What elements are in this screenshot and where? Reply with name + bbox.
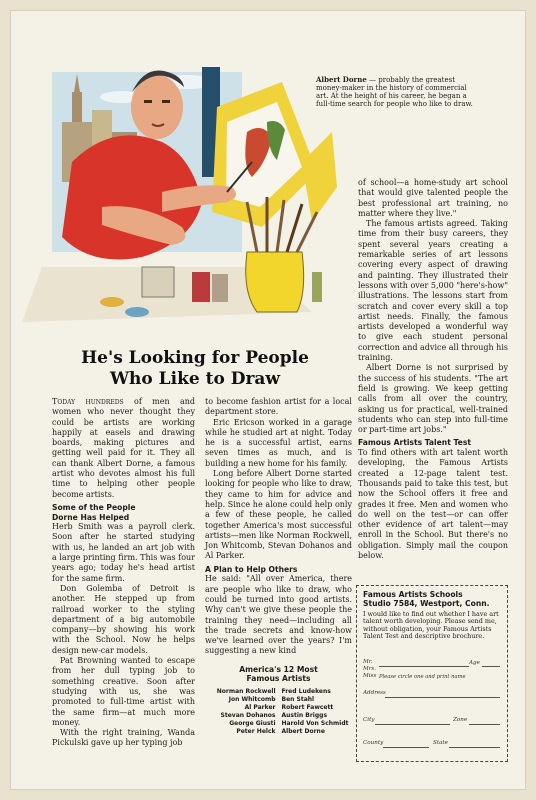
col2-subhead: A Plan to Help Others — [205, 564, 298, 574]
col3-paragraph-1: of school—a home-study art school that would give talented people the best professional art training, no matter where they live." — [358, 178, 508, 218]
col3-paragraph-4: To find others with art talent worth developing, the Famous Artists created a 12-page talent test. Thousands paid to take this test, but now the School offers it free and grades it free. Men and women who do well on the test—or can offer other evidence of art talent—may enroll in the School. But there's no obligation. Simply mail the coupon below. — [358, 448, 508, 560]
col3-paragraph-3: Albert Dorne is not surprised by the success of his students. "The art field is growing. We keep getting calls from all over the country, asking us for practical, well-trained students who can step into full-time or part-time art jobs." — [358, 363, 508, 435]
artists-list-title — [205, 665, 352, 683]
artist-name: Norman Rockwell — [216, 687, 276, 695]
artist-name: Robert Fawcett — [281, 703, 334, 711]
headline — [40, 348, 350, 390]
coupon-zone-field[interactable] — [469, 724, 500, 725]
coupon-county-label: County — [363, 740, 384, 746]
coupon-miss-label: Miss — [363, 673, 377, 679]
illustration-caption — [316, 76, 476, 108]
coupon-zone-label: Zone — [453, 717, 468, 723]
coupon-address-label: Address — [363, 690, 386, 696]
coupon-county-field[interactable] — [383, 747, 429, 748]
coupon-state-label: State — [433, 740, 448, 746]
col1-lead-in: Today hundreds — [52, 397, 124, 406]
artist-name: Ben Stahl — [281, 695, 315, 703]
coupon-title-line-2: Studio 7584, Westport, Conn. — [363, 599, 490, 608]
artist-name: Al Parker — [244, 703, 276, 711]
coupon-age-field[interactable] — [482, 666, 500, 667]
coupon-name-field[interactable] — [379, 666, 469, 667]
coupon-title — [357, 586, 507, 608]
caption-text: — probably the greatest money-maker in the history of commercial art. At the height of his career, he began a full-time search for people who like to draw. — [316, 76, 473, 108]
coupon-body: I would like to find out whether I have art talent worth developing. Please send me, without obligation, your Famous Artists Talent Test and descriptive brochure. — [363, 610, 499, 641]
coupon-city-field[interactable] — [375, 724, 450, 725]
coupon-address-field[interactable] — [385, 697, 500, 698]
artist-name: Fred Ludekens — [281, 687, 331, 695]
artist-name: Harold Von Schmidt — [281, 719, 349, 727]
coupon-title-line-1: Famous Artists Schools — [363, 590, 463, 599]
artists-list — [205, 688, 352, 736]
caption-name: Albert Dorne — [316, 75, 367, 84]
coupon-name-hint: Please circle one and print name — [379, 674, 466, 680]
coupon-state-field[interactable] — [449, 747, 500, 748]
coupon-mrs-label: Mrs. — [363, 666, 377, 672]
headline-line-1: He's Looking for People — [81, 348, 309, 368]
col1-subhead-2: Dorne Has Helped — [52, 512, 130, 522]
col1-subhead-1: Some of the People — [52, 502, 136, 512]
mail-coupon — [356, 585, 508, 762]
col2-paragraph-2: Eric Ericson worked in a garage while he studied art at night. Today he is a successful artist, earns seven times as much, and is building a new home for his family. — [205, 417, 352, 468]
artist-name: George Giusti — [229, 719, 276, 727]
col2-paragraph-4: He said: "All over America, there are people who like to draw, who could be turned into good artists. Why can't we give these people the training they need—including all the trade secrets and know-how we've learned over the years? I'm suggesting a new kind — [205, 574, 352, 656]
column-3 — [358, 178, 508, 561]
column-1 — [52, 397, 195, 749]
col2-paragraph-3: Long before Albert Dorne started looking for people who like to draw, they came to him for advice and help. Since he alone could help only a few of these people, he called together America's most successful artists—men like Norman Rockwell, Jon Whitcomb, Stevan Dohanos and Al Parker. — [205, 469, 352, 561]
coupon-city-label: City — [363, 717, 375, 723]
col1-paragraph-5: With the right training, Wanda Pickulski gave up her typing job — [52, 728, 195, 748]
column-2 — [205, 397, 352, 736]
coupon-age-label: Age — [469, 660, 480, 666]
col1-paragraph-1-text: of men and women who never thought they could be artists are working happily at easels and drawing boards, making pictures and getting well paid for it. They all can thank Albert Dorne, a famous artist who devotes almost his full time to helping other people become artists. — [52, 397, 195, 499]
artist-name: Albert Dorne — [281, 727, 325, 735]
headline-line-2: Who Like to Draw — [109, 369, 281, 389]
artist-name: Jon Whitcomb — [228, 695, 276, 703]
artists-title-line-2: Famous Artists — [246, 673, 311, 683]
col1-paragraph-2: Herb Smith was a payroll clerk. Soon after he started studying with us, he landed an art job with a large printing firm. This was four years ago; today he's head artist for the same firm. — [52, 522, 195, 583]
col3-paragraph-2: The famous artists agreed. Taking time from their busy careers, they spent several years creating a remarkable series of art lessons covering every aspect of drawing and painting. They illustrated their lessons with over 5,000 "here's-how" illustrations. The lessons start from scratch and cover every skill a top artist needs. Finally, the famous artists developed a wonderful way to give each student personal correction and advice all through his training. — [358, 219, 508, 363]
col3-subhead: Famous Artists Talent Test — [358, 438, 471, 448]
artist-name: Peter Helck — [236, 727, 276, 735]
col1-paragraph-4: Pat Browning wanted to escape from her dull typing job to something creative. Soon after studying with us, she was promoted to full-time artist with the same firm—at much more money. — [52, 656, 195, 727]
col1-paragraph-3: Don Golemba of Detroit is another. He stepped up from railroad worker to the styling department of a big automobile company—by showing his work with the School. Now he helps design new-car models. — [52, 583, 195, 655]
artist-name: Austin Briggs — [281, 711, 328, 719]
col1-paragraph-1 — [52, 397, 195, 500]
artists-title-line-1: America's 12 Most — [239, 664, 318, 674]
brush-jar — [246, 252, 304, 312]
artist-illustration — [12, 12, 352, 332]
col2-paragraph-1: to become fashion artist for a local department store. — [205, 397, 352, 417]
coupon-mr-label: Mr. — [363, 659, 373, 665]
artist-name: Stevan Dohanos — [220, 711, 276, 719]
